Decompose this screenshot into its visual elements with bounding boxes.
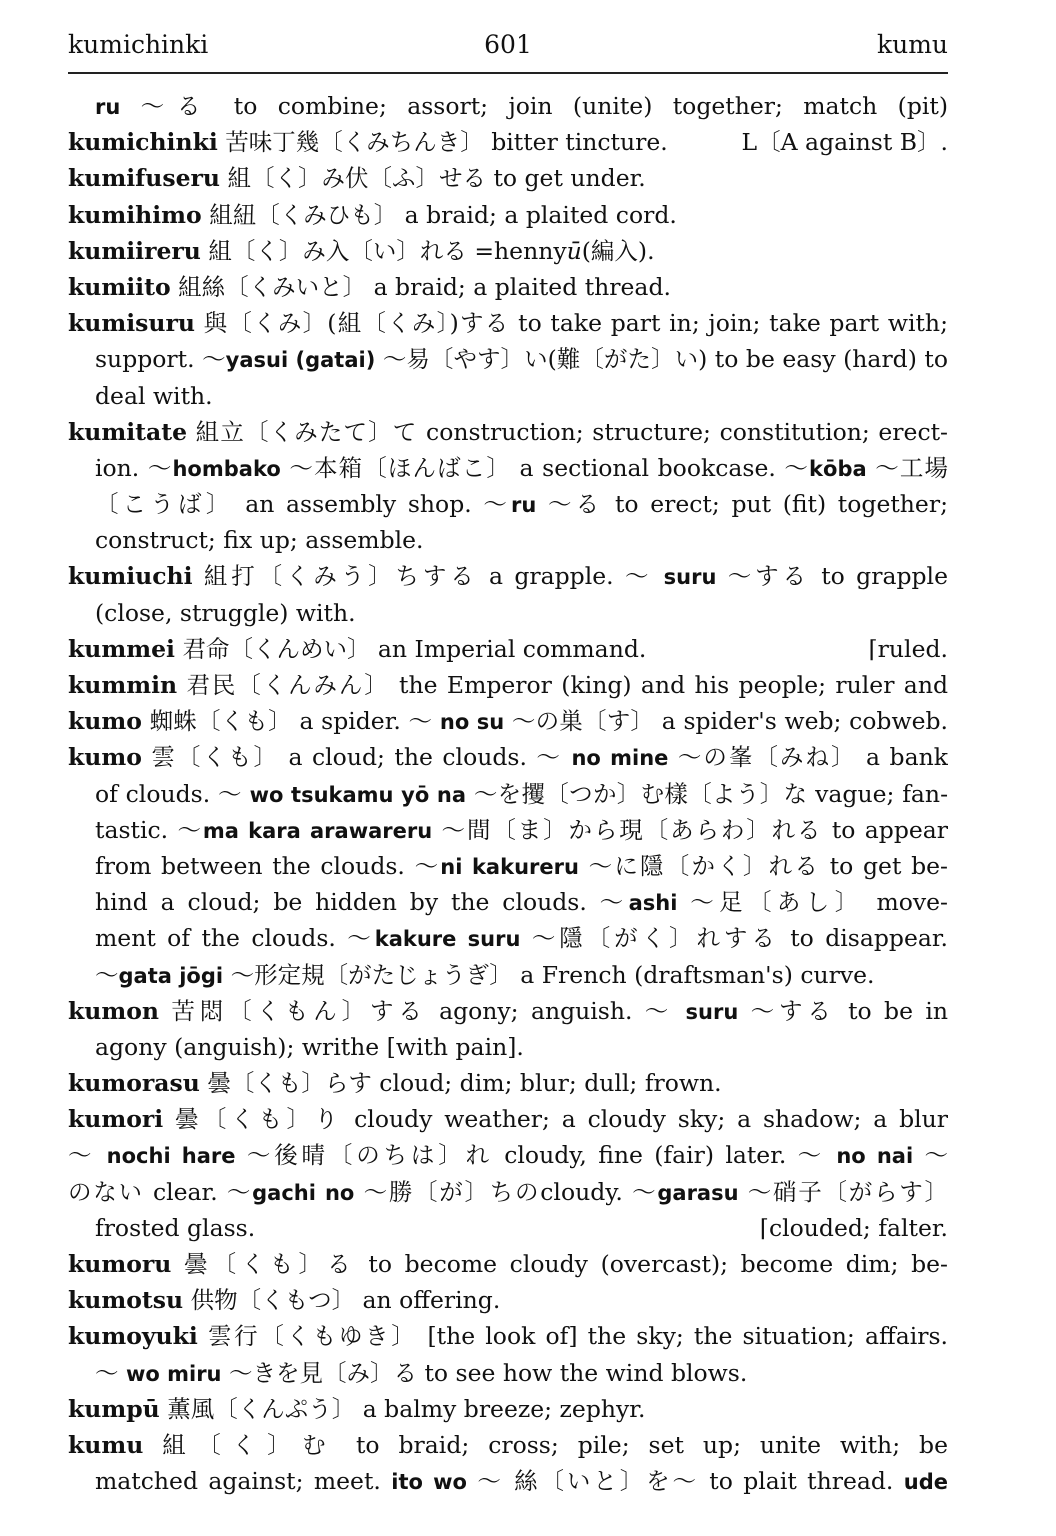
entry-line	[68, 1427, 948, 1463]
runover-text: L〔A against B〕.	[741, 128, 948, 157]
romaji-phrase: ma kara arawareru	[202, 818, 433, 843]
definition-text: ～間〔ま〕から現〔あらわ〕れる to appear	[432, 815, 948, 844]
entry-line	[68, 1101, 948, 1137]
definition-text: ～る to erect; put (fit) together;	[536, 490, 948, 519]
definition-text: ～	[95, 1358, 126, 1387]
entry-continuation-line	[68, 812, 948, 848]
headword: kumorasu	[68, 1069, 200, 1098]
headword: kumotsu	[68, 1286, 184, 1315]
entry-continuation-line	[68, 1210, 948, 1246]
headword: kumiireru	[68, 236, 201, 265]
definition-text: 供物〔くもつ〕 an offering.	[183, 1286, 501, 1315]
definition-text: construct; fix up; assemble.	[95, 526, 424, 555]
definition-text: 組立〔くみたて〕て construction; structure; constitution; erect-	[187, 417, 948, 446]
definition-text: 組紐〔くみひも〕 a braid; a plaited cord.	[201, 200, 677, 229]
definition-text: ～	[913, 1141, 948, 1170]
entry-continuation-line	[68, 88, 948, 124]
entry-continuation-line	[68, 486, 948, 522]
definition-text: 曇〔くも〕り cloudy weather; a cloudy sky; a shadow; a blur	[163, 1105, 948, 1134]
headword: kumiuchi	[68, 562, 193, 591]
definition-text: ～本箱〔ほんばこ〕 a sectional bookcase. ～	[280, 453, 810, 482]
headword: kumiito	[68, 272, 171, 301]
entry-line	[68, 305, 948, 341]
definition-text: 雲〔くも〕 a cloud; the clouds. ～	[141, 743, 572, 772]
definition-text: 組打〔くみう〕ちする a grapple. ～	[192, 562, 664, 591]
entry-line	[68, 703, 948, 739]
guide-word-right: kumu	[876, 30, 948, 59]
definition-text: ～ 絲〔いと〕を～ to plait thread.	[466, 1467, 904, 1496]
entry-line	[68, 1282, 948, 1318]
entry-line	[68, 1391, 948, 1427]
definition-text: 苦味丁幾〔くみちんき〕 bitter tincture.	[217, 128, 668, 157]
entry-continuation-line	[68, 920, 948, 956]
entry-line	[68, 414, 948, 450]
definition-text: ～足〔あし〕 move-	[677, 888, 948, 917]
romaji-phrase: hombako	[172, 456, 281, 481]
definition-text: support. ～	[95, 345, 226, 374]
romaji-phrase: ni kakureru	[440, 854, 579, 879]
definition-text: of clouds. ～	[95, 779, 250, 808]
definition-text: 曇〔くも〕る to become cloudy (overcast); become dim; be-	[171, 1250, 948, 1278]
romaji-phrase: yasui (gatai)	[225, 348, 376, 373]
headword: kumoru	[68, 1250, 172, 1278]
romaji-phrase: no mine	[571, 746, 669, 771]
definition-text: deal with.	[95, 381, 213, 410]
definition-text: (close, struggle) with.	[95, 598, 356, 627]
entry-continuation-line	[68, 595, 948, 631]
definition-text: ～易〔やす〕い(難〔がた〕い) to be easy (hard) to	[375, 345, 948, 374]
entry-line	[68, 1318, 948, 1354]
definition-text: frosted glass.	[95, 1213, 256, 1242]
headword: kumori	[68, 1105, 164, 1134]
entry-line	[68, 197, 948, 233]
romaji-phrase: gata jōgi	[118, 963, 224, 988]
entry-continuation-line	[68, 378, 948, 414]
romaji-phrase: suru	[663, 565, 717, 590]
entry-continuation-line	[68, 776, 948, 812]
entry-line	[68, 1137, 948, 1173]
definition-text: ～後晴〔のちは〕れ cloudy, fine (fair) later. ～	[235, 1141, 837, 1170]
entry-line	[68, 667, 948, 703]
romaji-phrase: wo tsukamu yō na	[249, 782, 467, 807]
headword: kumpū	[68, 1394, 160, 1423]
romaji-phrase: wo miru	[125, 1361, 222, 1386]
definition-text: ～に隱〔かく〕れる to get be-	[578, 851, 948, 880]
definition-text: 組〔く〕む to braid; cross; pile; set up; unite with; be	[143, 1430, 948, 1459]
entry-line	[68, 124, 948, 160]
headword: kumitate	[68, 417, 188, 446]
headword: kumihimo	[68, 200, 202, 229]
headword: kummin	[68, 671, 178, 699]
definition-text: ment of the clouds. ～	[95, 924, 375, 953]
entry-continuation-line	[68, 1029, 948, 1065]
romaji-phrase: gachi no	[252, 1180, 355, 1205]
runover-text: ⌈ruled.	[868, 634, 948, 663]
headword: kumifuseru	[68, 164, 221, 193]
entry-line	[68, 269, 948, 305]
definition-text: (編入).	[581, 236, 655, 265]
definition-text: 雲行〔くもゆき〕 [the look of] the sky; the situation; affairs.	[197, 1322, 948, 1351]
definition-text: ～勝〔が〕ちのcloudy. ～	[354, 1177, 658, 1206]
romaji-phrase: no su	[439, 710, 505, 735]
entry-line	[68, 1174, 948, 1210]
definition-text: ～形定規〔がたじょうぎ〕 a French (draftsman's) curve.	[223, 960, 875, 989]
definition-text: 組〔く〕み伏〔ふ〕せる to get under.	[220, 164, 646, 193]
headword: kumoyuki	[68, 1322, 198, 1351]
romaji-phrase: ito wo	[391, 1470, 467, 1495]
entry-line	[68, 993, 948, 1029]
definition-text: 蜘蛛〔くも〕 a spider. ～	[141, 707, 440, 736]
definition-text: ion. ～	[95, 453, 173, 482]
definition-text: matched against; meet.	[95, 1467, 392, 1496]
definition-text: ～を攫〔つか〕む樣〔よう〕な vague; fan-	[466, 779, 948, 808]
definition-text: 曇〔くも〕らす cloud; dim; blur; dull; frown.	[199, 1069, 722, 1098]
headword: kumo	[68, 707, 142, 736]
definition-text: ～の巣〔す〕 a spider's web; cobweb.	[504, 707, 948, 736]
definition-text: 君命〔くんめい〕 an Imperial command.	[174, 634, 647, 663]
definition-text: ～きを見〔み〕る to see how the wind blows.	[221, 1358, 748, 1387]
definition-text: 組絲〔くみいと〕 a braid; a plaited thread.	[170, 272, 671, 301]
romaji-phrase: no nai	[836, 1144, 914, 1169]
entry-line	[68, 1246, 948, 1282]
definition-text: 君民〔くんみん〕 the Emperor (king) and his people; ruler and	[177, 671, 948, 699]
definition-text: ～工場	[866, 453, 948, 482]
romaji-phrase: garasu	[657, 1180, 739, 1205]
entry-line	[68, 233, 948, 269]
entry-continuation-line	[68, 848, 948, 884]
entry-continuation-line	[68, 450, 948, 486]
romaji-phrase: ru	[95, 95, 121, 119]
page-header	[68, 30, 948, 70]
definition-text: のない clear. ～	[68, 1177, 253, 1206]
headword: kumisuru	[68, 309, 195, 338]
entry-continuation-line	[68, 884, 948, 920]
definition-text: ～する to grapple	[716, 562, 948, 591]
entry-continuation-line	[68, 1463, 948, 1499]
runover-text: ⌈clouded; falter.	[759, 1213, 948, 1242]
entry-line	[68, 558, 948, 594]
headword: kumon	[68, 996, 159, 1025]
header-rule	[68, 72, 948, 74]
romaji-phrase: suru	[685, 999, 739, 1024]
definition-text: ～る to combine; assort; join (unite) together; match (pit)	[120, 92, 948, 120]
headword: kumo	[68, 743, 142, 772]
dictionary-entries	[68, 88, 948, 1499]
definition-text: 〔こうば〕 an assembly shop. ～	[95, 490, 512, 519]
entry-continuation-line	[68, 957, 948, 993]
headword: kumu	[68, 1430, 144, 1459]
romaji-phrase: ashi	[628, 891, 678, 916]
romaji-phrase: kakure suru	[374, 927, 521, 952]
page-number: 601	[484, 30, 532, 59]
definition-text: hind a cloud; be hidden by the clouds. ～	[95, 888, 629, 917]
italic-text: ū	[566, 236, 582, 265]
entry-line	[68, 1065, 948, 1101]
definition-text: 組〔く〕み入〔い〕れる =henny	[200, 236, 567, 265]
definition-text: 薫風〔くんぷう〕 a balmy breeze; zephyr.	[159, 1394, 646, 1423]
guide-word-left: kumichinki	[68, 30, 209, 59]
definition-text: 與〔くみ〕(組〔くみ〕)する to take part in; join; take part with;	[194, 309, 948, 338]
headword: kummei	[68, 634, 175, 663]
entry-continuation-line	[68, 1355, 948, 1391]
definition-text: ～	[95, 960, 119, 989]
romaji-phrase: nochi hare	[106, 1144, 236, 1169]
entry-line	[68, 160, 948, 196]
romaji-phrase: kōba	[809, 456, 867, 481]
entry-line	[68, 631, 948, 667]
definition-text: ～する to be in	[738, 996, 948, 1025]
definition-text: ～の峯〔みね〕 a bank	[668, 743, 948, 772]
entry-continuation-line	[68, 522, 948, 558]
headword: kumichinki	[68, 128, 218, 157]
definition-text: ～硝子〔がらす〕	[738, 1177, 948, 1206]
entry-continuation-line	[68, 341, 948, 377]
definition-text: from between the clouds. ～	[95, 851, 441, 880]
definition-text: agony (anguish); writhe [with pain].	[95, 1032, 524, 1061]
definition-text: ～	[68, 1141, 107, 1170]
definition-text: ～隱〔がく〕れする to disappear.	[520, 924, 948, 953]
romaji-phrase: ru	[511, 493, 537, 518]
definition-text: tastic. ～	[95, 815, 203, 844]
entry-line	[68, 739, 948, 775]
romaji-phrase: ude	[903, 1470, 948, 1495]
definition-text: 苦悶〔くもん〕する agony; anguish. ～	[159, 996, 686, 1025]
